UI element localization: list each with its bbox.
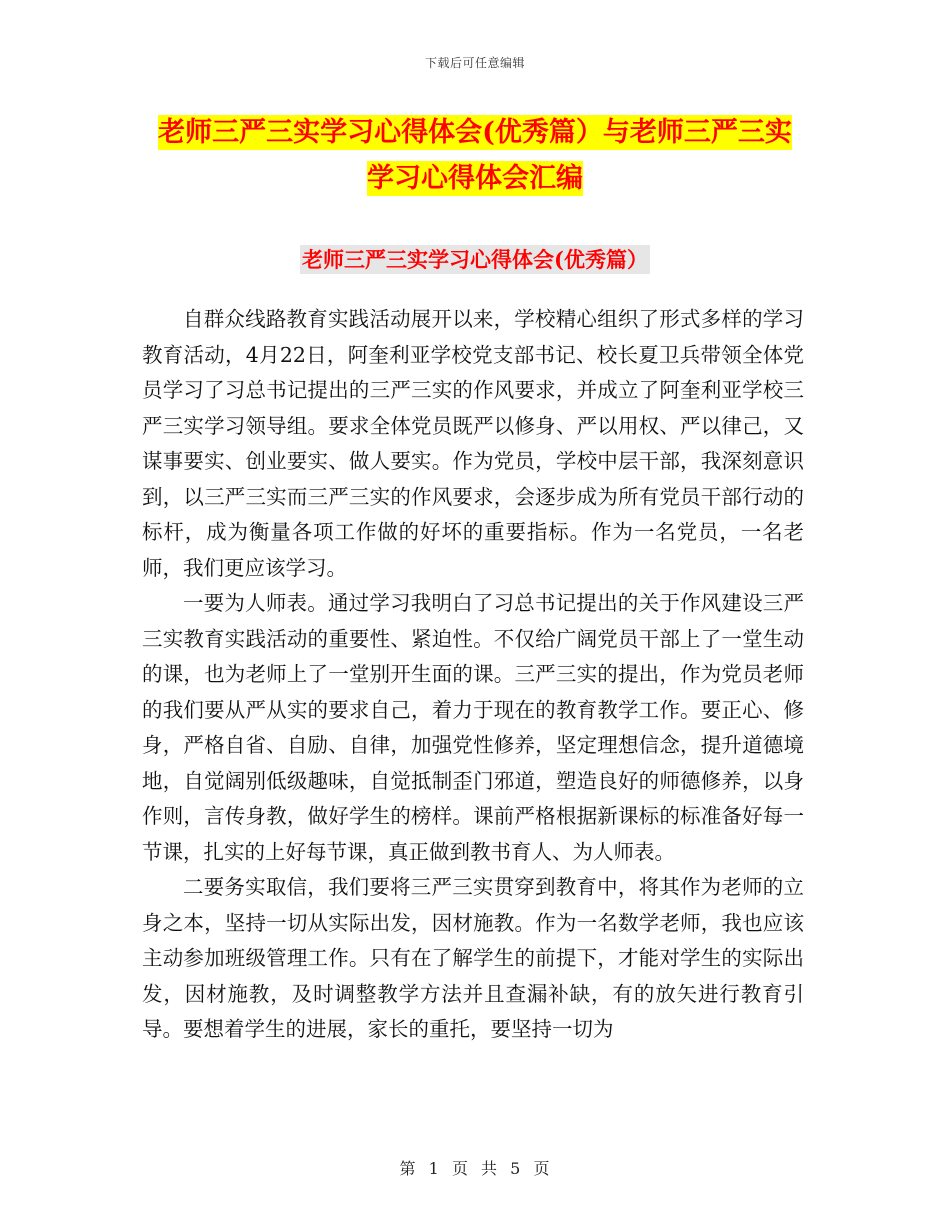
footer-suffix: 页 xyxy=(533,1159,551,1178)
footer-middle-2: 共 xyxy=(481,1159,499,1178)
document-title xyxy=(0,110,950,202)
footer-page-number: 1 xyxy=(428,1159,440,1178)
footer-prefix: 第 xyxy=(399,1159,417,1178)
footer-middle-1: 页 xyxy=(451,1159,469,1178)
document-title-line-1: 老师三严三实学习心得体会(优秀篇）与老师三严三实 xyxy=(158,117,792,148)
footer-total-pages: 5 xyxy=(510,1159,522,1178)
document-title-line-2: 学习心得体会汇编 xyxy=(367,163,583,194)
body-paragraph-1: 自群众线路教育实践活动展开以来，学校精心组织了形式多样的学习教育活动，4月22日，阿奎利亚学校党支部书记、校长夏卫兵带领全体党员学习了习总书记提出的三严三实的作风要求，并成立了阿奎利亚学校三严三实学习领导组。要求全体党员既严以修身、严以用权、严以律己，又谋事要实、创业要实、做人要实。作为党员，学校中层干部，我深刻意识到，以三严三实而三严三实的作风要求，会逐步成为所有党员干部行动的标杆，成为衡量各项工作做的好坏的重要指标。作为一名党员，一名老师，我们更应该学习。 xyxy=(142,307,804,580)
body-paragraph-3: 二要务实取信，我们要将三严三实贯穿到教育中，将其作为老师的立身之本，坚持一切从实际出发，因材施教。作为一名数学老师，我也应该主动参加班级管理工作。只有在了解学生的前提下，才能对学生的实际出发，因材施教，及时调整教学方法并且查漏补缺，有的放矢进行教育引导。要想着学生的进展，家长的重托，要坚持一切为 xyxy=(142,875,804,1041)
body-paragraph-2: 一要为人师表。通过学习我明白了习总书记提出的关于作风建设三严三实教育实践活动的重要性、紧迫性。不仅给广阔党员干部上了一堂生动的课，也为老师上了一堂别开生面的课。三严三实的提出，作为党员老师的我们要从严从实的要求自己，着力于现在的教育教学工作。要正心、修身，严格自省、自励、自律，加强党性修养，坚定理想信念，提升道德境地，自觉阔别低级趣味，自觉抵制歪门邪道，塑造良好的师德修养，以身作则，言传身教，做好学生的榜样。课前严格根据新课标的标准备好每一节课，扎实的上好每节课，真正做到教书育人、为人师表。 xyxy=(142,591,804,864)
document-body xyxy=(142,302,804,1048)
page-header-note: 下载后可任意编辑 xyxy=(424,56,525,70)
section-title-text: 老师三严三实学习心得体会(优秀篇） xyxy=(302,247,648,272)
section-title xyxy=(0,244,950,274)
page-footer xyxy=(0,1156,950,1179)
